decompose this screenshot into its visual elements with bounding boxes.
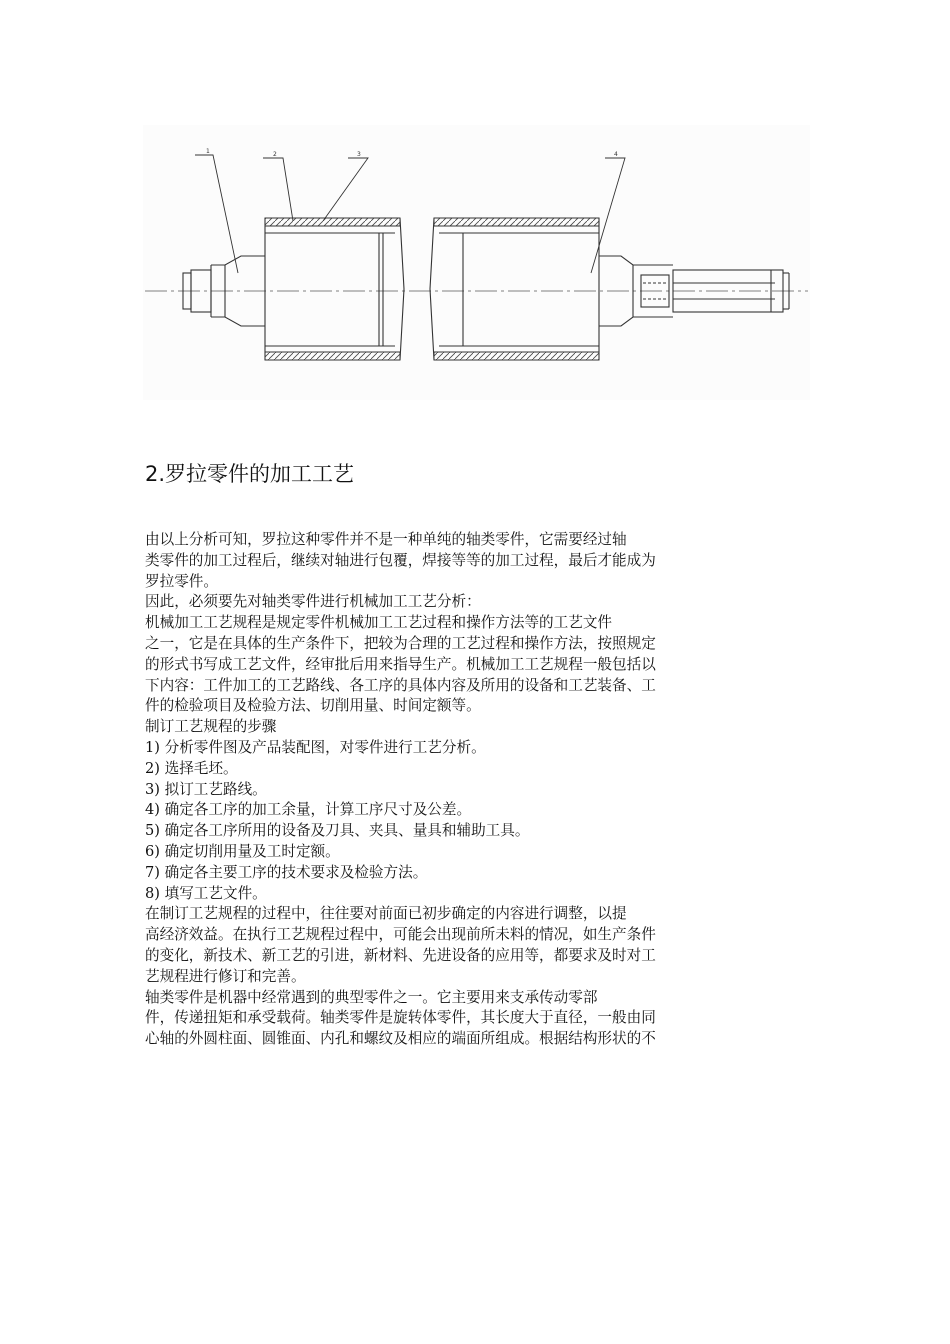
paragraph-line: 艺规程进行修订和完善。 [145,967,306,985]
paragraph-line: 件，传递扭矩和承受载荷。轴类零件是旋转体零件，其长度大于直径，一般由同 [145,1009,656,1027]
step-item: 5) 确定各工序所用的设备及刀具、夹具、量具和辅助工具。 [145,822,530,840]
callout-1: 1 [206,148,210,155]
paragraph-line: 轴类零件是机器中经常遇到的典型零件之一。它主要用来支承传动零部 [145,988,598,1006]
steps-heading: 制订工艺规程的步骤 [145,718,277,736]
paragraph-line: 之一，它是在具体的生产条件下，把较为合理的工艺过程和操作方法，按照规定 [145,634,656,652]
leader-lines [195,155,625,273]
paragraph-line: 高经济效益。在执行工艺规程过程中，可能会出现前所未料的情况，如生产条件 [145,926,656,944]
roller-drawing-svg [143,125,810,400]
step-item: 2) 选择毛坯。 [145,759,238,777]
paragraph-line: 下内容：工件加工的工艺路线、各工序的具体内容及所用的设备和工艺装备、工 [145,676,656,694]
paragraph-line: 类零件的加工过程后，继续对轴进行包覆，焊接等等的加工过程，最后才能成为 [145,551,656,569]
body-text [145,530,745,1050]
step-item: 1) 分析零件图及产品装配图，对零件进行工艺分析。 [145,738,486,756]
callout-4: 4 [614,151,618,158]
paragraph-line: 的形式书写成工艺文件，经审批后用来指导生产。机械加工工艺规程一般包括以 [145,655,656,673]
paragraph-line: 的变化，新技术、新工艺的引进，新材料、先进设备的应用等，都要求及时对工 [145,946,656,964]
paragraph-line: 因此，必须要先对轴类零件进行机械加工工艺分析： [145,593,481,611]
paragraph-line: 件的检验项目及检验方法、切削用量、时间定额等。 [145,697,481,715]
paragraph-line: 罗拉零件。 [145,572,218,590]
step-item: 4) 确定各工序的加工余量，计算工序尺寸及公差。 [145,801,472,819]
step-item: 7) 确定各主要工序的技术要求及检验方法。 [145,863,428,881]
callout-2: 2 [273,151,277,158]
left-tube [265,218,404,360]
paragraph-line: 机械加工工艺规程是规定零件机械加工工艺过程和操作方法等的工艺文件 [145,614,613,632]
callout-3: 3 [357,151,361,158]
paragraph-line: 在制订工艺规程的过程中，往往要对前面已初步确定的内容进行调整，以提 [145,905,627,923]
step-item: 3) 拟订工艺路线。 [145,780,267,798]
roller-technical-drawing [143,125,810,400]
step-item: 6) 确定切削用量及工时定额。 [145,842,340,860]
step-item: 8) 填写工艺文件。 [145,884,267,902]
paragraph-line: 由以上分析可知，罗拉这种零件并不是一种单纯的轴类零件，它需要经过轴 [145,531,627,548]
paragraph-line: 心轴的外圆柱面、圆锥面、内孔和螺纹及相应的端面所组成。根据结构形状的不 [145,1030,656,1048]
right-tube [430,218,599,360]
section-heading: 2.罗拉零件的加工工艺 [145,462,355,486]
